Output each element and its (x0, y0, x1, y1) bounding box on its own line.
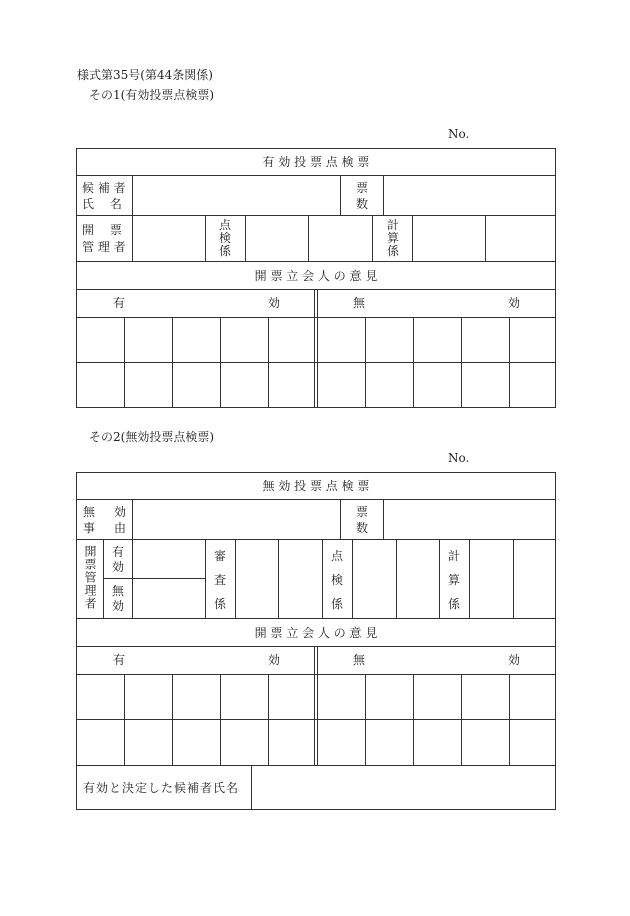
form2-votes-field[interactable] (384, 500, 555, 539)
form2-review-1: 審 (214, 549, 227, 563)
form2-valid-b: 効 (268, 653, 281, 667)
form2-observer-opinion: 開 票 立 会 人 の 意 見 (254, 625, 378, 640)
form1-checker-1: 点 (219, 218, 232, 232)
form1-manager-label-2: 管 理 者 (82, 240, 126, 254)
form1-invalid-b: 効 (508, 296, 521, 310)
form2-calc-2: 算 (448, 573, 461, 587)
form1-calc-2: 算 (387, 231, 400, 245)
form2-valid-a: 有 (113, 653, 126, 667)
form2-decided-candidate-label: 有効と決定した候補者氏名 (83, 781, 240, 795)
form2-reason-field[interactable] (133, 500, 340, 539)
form1-candidate-label-2: 氏 名 (82, 197, 122, 211)
form2-votes-label-2: 数 (356, 521, 369, 535)
form2-reason-2b: 由 (114, 521, 127, 535)
form1-title: 有 効 投 票 点 検 票 (262, 155, 370, 169)
form1-votes-label-2: 数 (356, 197, 369, 211)
form2-reason-1b: 効 (114, 505, 127, 519)
form2-manager-vertical: 開票管理者 (83, 545, 97, 610)
form2-no-label: No. (448, 451, 470, 465)
form1-invalid-a: 無 (353, 296, 366, 310)
form2-reason-2a: 事 (83, 521, 96, 535)
form1-calc-1: 計 (387, 218, 400, 232)
form2-valid-l1: 有 (112, 545, 125, 559)
form2-calc-3: 係 (448, 597, 461, 611)
form1-valid-a: 有 (113, 296, 126, 310)
form1-observer-opinion: 開 票 立 会 人 の 意 見 (254, 268, 378, 283)
form2-invalid-a: 無 (353, 653, 366, 667)
form-id: 様式第35号(第44条関係) (77, 68, 213, 82)
form2-review-3: 係 (214, 597, 227, 611)
form2-checker-2: 検 (331, 573, 344, 587)
form1-checker-3: 係 (219, 244, 232, 258)
form1-manager-label-1: 開 票 (82, 223, 122, 237)
form2-valid-l2: 効 (112, 560, 125, 574)
form1-candidate-field[interactable] (133, 176, 340, 215)
form1-calc-3: 係 (387, 244, 400, 258)
form1-votes-label-1: 票 (356, 181, 369, 195)
form2-decided-candidate-field[interactable] (252, 766, 555, 809)
form2-checker-1: 点 (331, 549, 344, 563)
form2-invalid-l2: 効 (112, 599, 125, 613)
form2-checker-3: 係 (331, 597, 344, 611)
form1-candidate-label-1: 候 補 者 (82, 181, 126, 195)
form2-invalid-b: 効 (508, 653, 521, 667)
part1-title: その1(有効投票点検票) (89, 88, 214, 102)
form2-title: 無 効 投 票 点 検 票 (262, 479, 370, 493)
form2-calc-1: 計 (448, 549, 461, 563)
form1-no-label: No. (448, 127, 470, 141)
form2-review-2: 査 (214, 573, 227, 587)
form1-valid-b: 効 (268, 296, 281, 310)
form2-reason-1a: 無 (83, 505, 96, 519)
form2-invalid-l1: 無 (112, 584, 125, 598)
form1-checker-2: 検 (219, 231, 232, 245)
form2-votes-label-1: 票 (356, 505, 369, 519)
part2-title: その2(無効投票点検票) (89, 430, 214, 444)
form1-votes-field[interactable] (384, 176, 555, 215)
